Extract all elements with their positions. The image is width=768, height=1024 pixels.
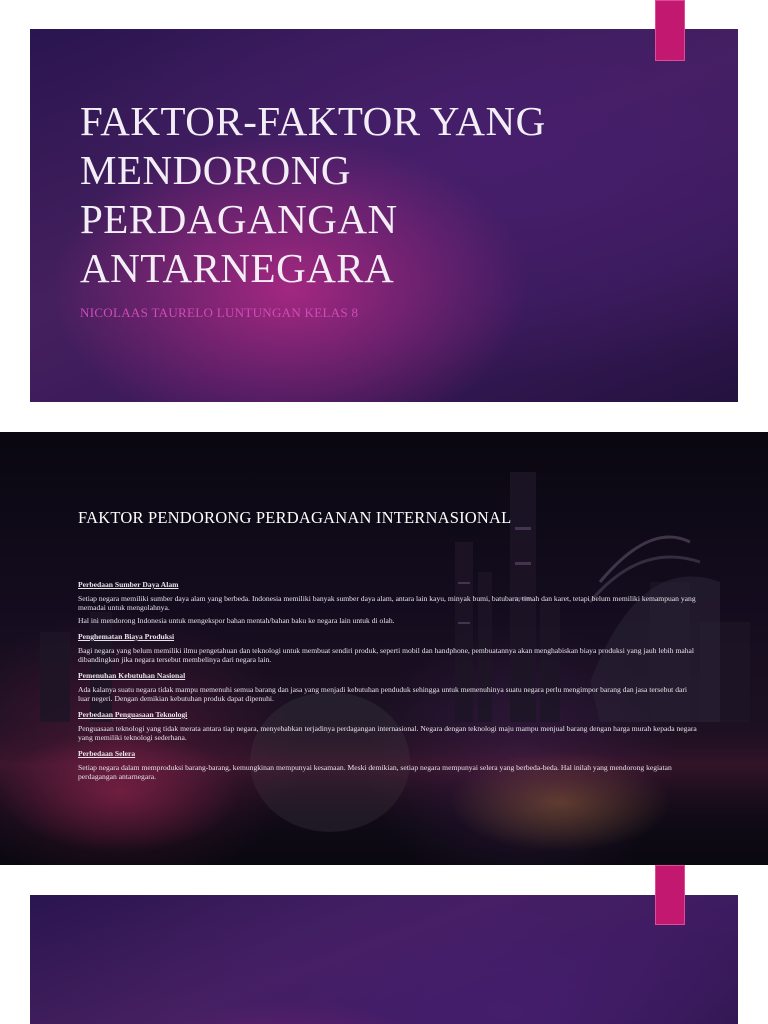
- section-paragraph: Penguasaan teknologi yang tidak merata antara tiap negara, menyebabkan terjadinya perdagangan internasional. Negara dengan teknologi maju mampu menjual barang dengan harga murah kepada negara yang memiliki teknologi sederhana.: [78, 724, 697, 742]
- accent-tab-bottom: [655, 865, 685, 925]
- section-paragraph: Bagi negara yang belum memiliki ilmu pengetahuan dan teknologi untuk membuat sendiri produk, seperti mobil dan handphone, pembuatannya akan menghabiskan biaya produksi yang jauh lebih mahal dibandingkan jika negara tersebut membelinya dari negara lain.: [78, 646, 694, 664]
- section-paragraph: Ada kalanya suatu negara tidak mampu memenuhi semua barang dan jasa yang menjadi kebutuhan penduduk sehingga untuk memenuhinya suatu negara perlu mengimpor barang dan jasa tersebut dari luar negeri. Dengan demikian kebutuhan produk dapat dipenuhi.: [78, 685, 687, 703]
- slide-title: [80, 97, 640, 293]
- section-paragraph: Hal ini mendorong Indonesia untuk mengekspor bahan mentah/bahan baku ke negara lain untuk di olah.: [78, 616, 395, 625]
- section-paragraph: Setiap negara dalam memproduksi barang-barang, kemungkinan mempunyai kesamaan. Meski demikian, setiap negara mempunyai selera yang berbeda-beda. Hal inilah yang mendorong kegiatan perdagangan antarnegara.: [78, 763, 672, 781]
- title-line-4: ANTARNEGARA: [80, 245, 395, 291]
- section-heading-natural-resources: Perbedaan Sumber Daya Alam: [78, 580, 179, 589]
- factor-sections: [78, 580, 698, 785]
- slide-subtitle: NICOLAAS TAURELO LUNTUNGAN KELAS 8: [80, 305, 359, 320]
- section-heading-taste: Perbedaan Selera: [78, 749, 136, 758]
- section-heading-technology: Perbedaan Penguasaan Teknologi: [78, 710, 188, 719]
- content-slide: [0, 432, 768, 865]
- title-line-1: FAKTOR-FAKTOR YANG: [80, 98, 546, 144]
- title-slide: [30, 29, 738, 402]
- section-paragraph: Setiap negara memiliki sumber daya alam yang berbeda. Indonesia memiliki banyak sumber daya alam, antara lain kayu, minyak bumi, batubara, timah dan karet, tetapi belum memiliki kemampuan yang memadai untuk mengolahnya.: [78, 594, 696, 612]
- next-slide-partial: [30, 895, 738, 1024]
- title-line-3: PERDAGANGAN: [80, 196, 398, 242]
- accent-tab-top: [655, 0, 685, 61]
- title-line-2: MENDORONG: [80, 147, 351, 193]
- section-heading-production-cost: Penghematan Biaya Produksi: [78, 632, 175, 641]
- section-heading-national-needs: Pemenuhan Kebutuhan Nasional: [78, 671, 186, 680]
- content-slide-title: FAKTOR PENDORONG PERDAGANAN INTERNASIONAL: [78, 508, 512, 527]
